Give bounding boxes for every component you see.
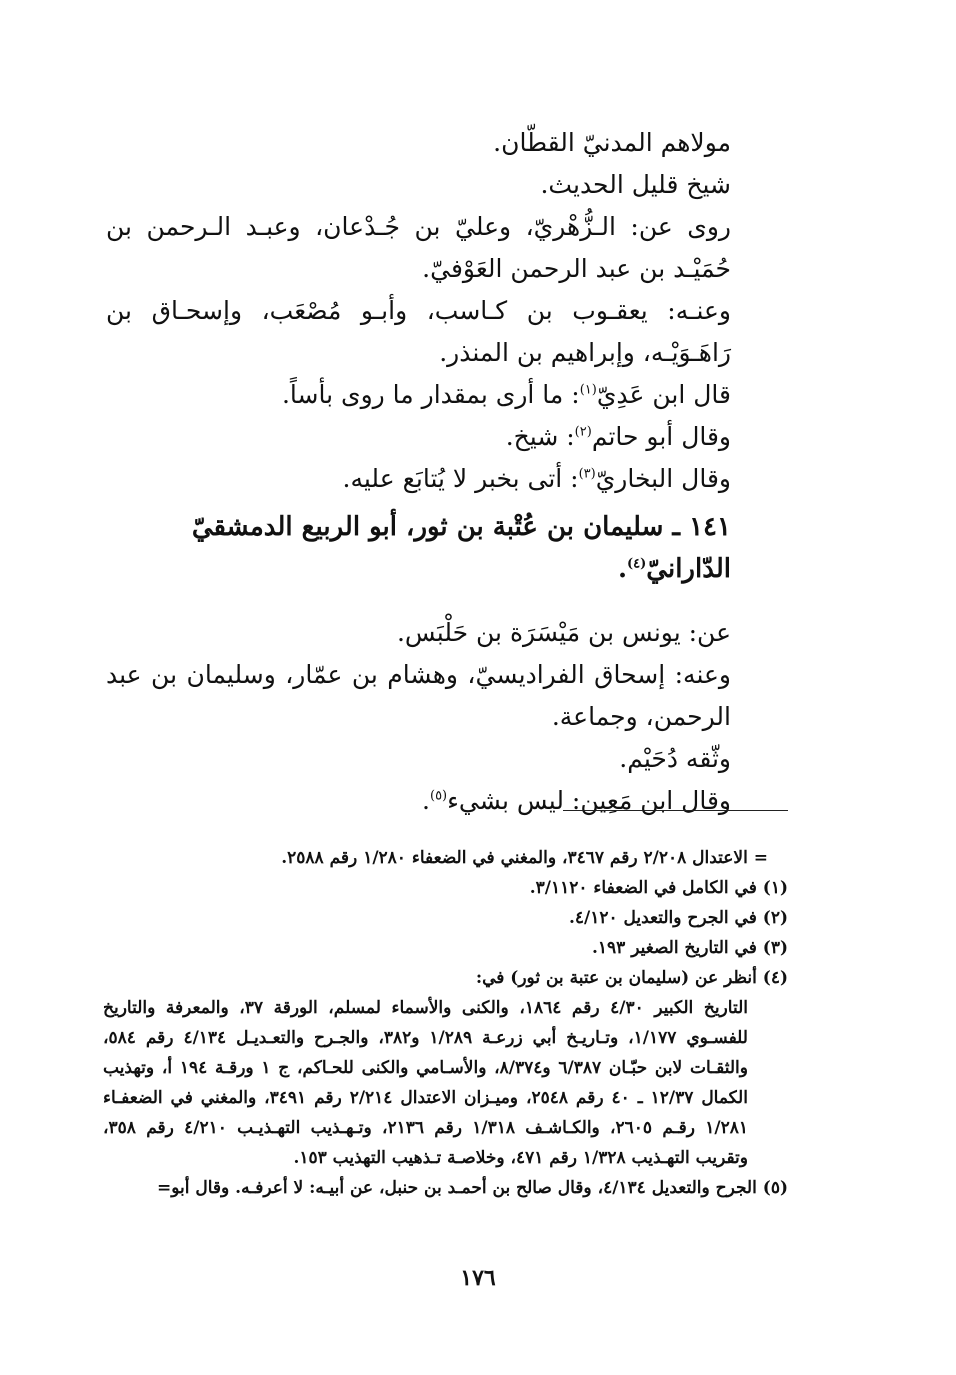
- footnote-2: (٢) في الجرح والتعديل ٤/١٢٠.: [568, 908, 788, 928]
- footnote-marker: (٤): [627, 556, 647, 572]
- footnote-marker: (٥): [429, 788, 448, 804]
- footnotes: [103, 843, 788, 1203]
- text-line: وثّقه دُحَيْم.: [619, 744, 731, 773]
- footnote-marker: (٣): [578, 466, 596, 482]
- narrated-from: روى عن: الـزُّهْريّ، وعليّ بن جُـدْعان، وعبـد الـرحمن بن حُمَيْـد بن عبد الرحمن العَوْفيّ.: [106, 212, 731, 283]
- narrated-from: عن: يونس بن مَيْسَرَة بن حَلْبَس.: [396, 618, 731, 647]
- text-line: شيخ قليل الحديث.: [540, 170, 731, 199]
- footnote-1: (١) في الكامل في الضعفاء ٣/١١٢٠.: [529, 878, 788, 898]
- quote-ibn-main: وقال ابن مَعِين: ليس بشيء$^{(٥)}$.: [422, 786, 731, 815]
- entry-heading: ١٤١ ـ سليمان بن عُتْبة بن ثور، أبو الربيع الدمشقيّ الدّارانيّ$^{(٤)}$.: [191, 512, 731, 584]
- footnote-continued: = الاعتدال ٢/٢٠٨ رقم ٣٤٦٧، والمغني في الضعفاء ١/٢٨٠ رقم ٢٥٨٨.: [281, 848, 768, 868]
- quote-abu-hatim: وقال أبو حاتم$^{(٢)}$: شيخ.: [505, 422, 731, 451]
- footnote-marker: (١): [579, 382, 597, 398]
- text-line: مولاهم المدنيّ القطّان.: [493, 128, 731, 157]
- footnote-separator: [563, 810, 788, 811]
- footnote-3: (٣) في التاريخ الصغير ١٩٣.: [591, 938, 788, 958]
- quote-ibn-adi: قال ابن عَدِيّ$^{(١)}$: ما أرى بمقدار ما روى بأساً.: [281, 380, 731, 409]
- narrators-from-him: وعنه: إسحاق الفراديسيّ، وهشام بن عمّار، وسليمان بن عبد الرحمن، وجماعة.: [106, 660, 731, 731]
- page-number: ١٧٦: [460, 1265, 496, 1291]
- footnote-4: (٤) أنظر عن (سليمان بن عتبة بن ثور) في:: [475, 968, 788, 988]
- footnote-marker: (٢): [574, 424, 592, 440]
- main-text: [106, 122, 791, 822]
- footnote-5: (٥) الجرح والتعديل ٤/١٣٤، وقال صالح بن أحمـد بن حنبل، عن أبيـه: لا أعرفـه. وقال أبو=: [157, 1178, 788, 1198]
- footnote-4-body: التاريخ الكبير ٤/٣٠ رقم ١٨٦٤، والكنى والأسماء لمسلم، الورقة ٣٧، والمعرفة والتاريخ للفسـوي ١/١٧٧، وتـاريـخ أبي زرعـة ١/٢٨٩ و٣٨٢، والجـرح والتعـديـل ٤/١٣٤ رقم ٥٨٤، والثقـات لابن حبّـان ٦/٣٨٧ و٨/٣٧٤، والأسـامي والكنى للحـاكم، ج ١ ورقـة ١٩٤ أ، وتهذيب الكمال ١٢/٣٧ ـ ٤٠ رقم ٢٥٤٨، وميـزان الاعتدال ٢/٢١٤ رقم ٣٤٩١، والمغني في الضعفـاء ١/٢٨١ رقـم ٢٦٠٥، والكـاشـف ١/٣١٨ رقم ٢١٣٦، وتـهـذيب التهـذيـب ٤/٢١٠ رقم ٣٥٨، وتقريب التهـذيب ١/٣٢٨ رقم ٤٧١، وخلاصـة تـذهيب التهذيب ١٥٣.: [103, 998, 748, 1168]
- quote-bukhari: وقال البخاريّ$^{(٣)}$: أتى بخبر لا يُتابَع عليه.: [342, 464, 731, 493]
- narrators-from-him: وعنـه: يعقـوب بن كـاسب، وأبـو مُصْعَب، وإسحـاق بن رَاهَـوَيْـه، وإبراهيم بن المنذر.: [106, 296, 731, 367]
